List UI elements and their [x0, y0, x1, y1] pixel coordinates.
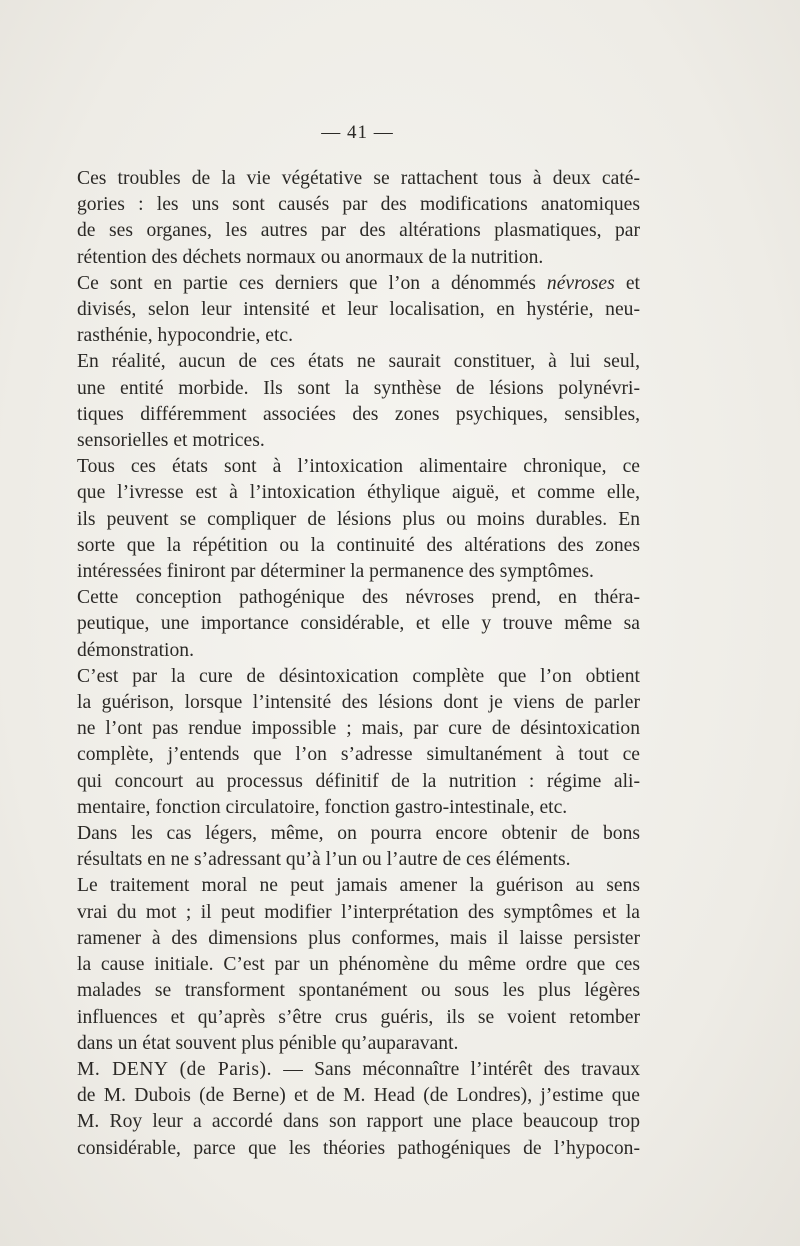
text-line: de ses organes, les autres par des altérations plasmatiques, par	[77, 220, 640, 242]
text-line: C’est par la cure de désintoxication complète que l’on obtient	[77, 665, 640, 687]
text-line: sensorielles et motrices.	[77, 430, 265, 452]
text-line: mentaire, fonction circulatoire, fonction gastro-intestinale, etc.	[77, 796, 568, 818]
text-line: ramener à des dimensions plus conformes, mais il laisse persister	[77, 927, 640, 949]
text-line: Le traitement moral ne peut jamais amener la guérison au sens	[77, 875, 640, 897]
emphasis-nevroses: névroses	[546, 272, 615, 294]
text-line: qui concourt au processus définitif de la nutrition : régime ali-	[77, 770, 640, 792]
text-line: influences et qu’après s’être crus guéris, ils se voient retomber	[77, 1006, 640, 1028]
paragraph-4	[55, 454, 640, 585]
paragraph-9	[55, 1057, 640, 1162]
text-line: ils peuvent se compliquer de lésions plus ou moins durables. En	[77, 508, 640, 530]
text-fragment: et	[614, 272, 640, 294]
text-line: sorte que la répétition ou la continuité des altérations des zones	[77, 534, 640, 556]
text-line: vrai du mot ; il peut modifier l’interprétation des symptômes et la	[77, 901, 640, 923]
text-fragment: Ce sont en partie ces derniers que l’on a dénommés	[77, 272, 547, 294]
text-line: dans un état souvent plus pénible qu’auparavant.	[77, 1032, 459, 1054]
text-line: démonstration.	[77, 639, 194, 661]
text-line: peutique, une importance considérable, et elle y trouve même sa	[77, 613, 640, 635]
paragraph-7	[55, 821, 640, 873]
text-line: divisés, selon leur intensité et leur localisation, en hystérie, neu-	[77, 299, 640, 321]
text-line: rasthénie, hypocondrie, etc.	[77, 325, 293, 347]
text-line: résultats en ne s’adressant qu’à l’un ou l’autre de ces éléments.	[77, 849, 571, 871]
body-text	[55, 166, 640, 1162]
text-line: malades se transforment spontanément ou sous les plus légères	[77, 980, 640, 1002]
text-line: de M. Dubois (de Berne) et de M. Head (de Londres), j’estime que	[77, 1085, 640, 1107]
text-line: intéressées finiront par déterminer la permanence des symptômes.	[77, 561, 594, 583]
text-line	[55, 271, 640, 297]
text-line: Tous ces états sont à l’intoxication alimentaire chronique, ce	[77, 456, 640, 478]
text-line: Dans les cas légers, même, on pourra encore obtenir de bons	[77, 823, 640, 845]
text-line: que l’ivresse est à l’intoxication éthylique aiguë, et comme elle,	[77, 482, 640, 504]
text-line: considérable, parce que les théories pathogéniques de l’hypocon-	[77, 1137, 640, 1159]
paragraph-2	[55, 271, 640, 350]
text-line: rétention des déchets normaux ou anormaux de la nutrition.	[77, 246, 544, 268]
text-line: la cause initiale. C’est par un phénomène du même ordre que ces	[77, 954, 640, 976]
text-line: Ces troubles de la vie végétative se rattachent tous à deux caté-	[77, 168, 640, 189]
text-line: la guérison, lorsque l’intensité des lésions dont je viens de parler	[77, 692, 640, 714]
text-line: ne l’ont pas rendue impossible ; mais, par cure de désintoxication	[77, 718, 640, 740]
text-line: M. Roy leur a accordé dans son rapport une place beaucoup trop	[77, 1111, 640, 1133]
text-line: En réalité, aucun de ces états ne saurait constituer, à lui seul,	[77, 351, 640, 373]
page-number: — 41 —	[321, 122, 394, 143]
paragraph-1	[55, 166, 640, 271]
paragraph-8	[55, 873, 640, 1056]
text-fragment: — Sans méconnaître l’intérêt des travaux	[271, 1058, 640, 1080]
paragraph-5	[55, 585, 640, 664]
text-line: une entité morbide. Ils sont la synthèse de lésions polynévri-	[77, 377, 640, 399]
text-line: Cette conception pathogénique des névroses prend, en théra-	[77, 587, 640, 609]
paragraph-6	[55, 664, 640, 821]
text-line: complète, j’entends que l’on s’adresse simultanément à tout ce	[77, 744, 640, 766]
speaker-name: M. DENY (de Paris).	[77, 1058, 272, 1080]
paragraph-3	[55, 349, 640, 454]
text-line: tiques différemment associées des zones psychiques, sensibles,	[77, 403, 640, 425]
text-line	[55, 1057, 640, 1083]
text-line: gories : les uns sont causés par des modifications anatomiques	[77, 194, 640, 216]
